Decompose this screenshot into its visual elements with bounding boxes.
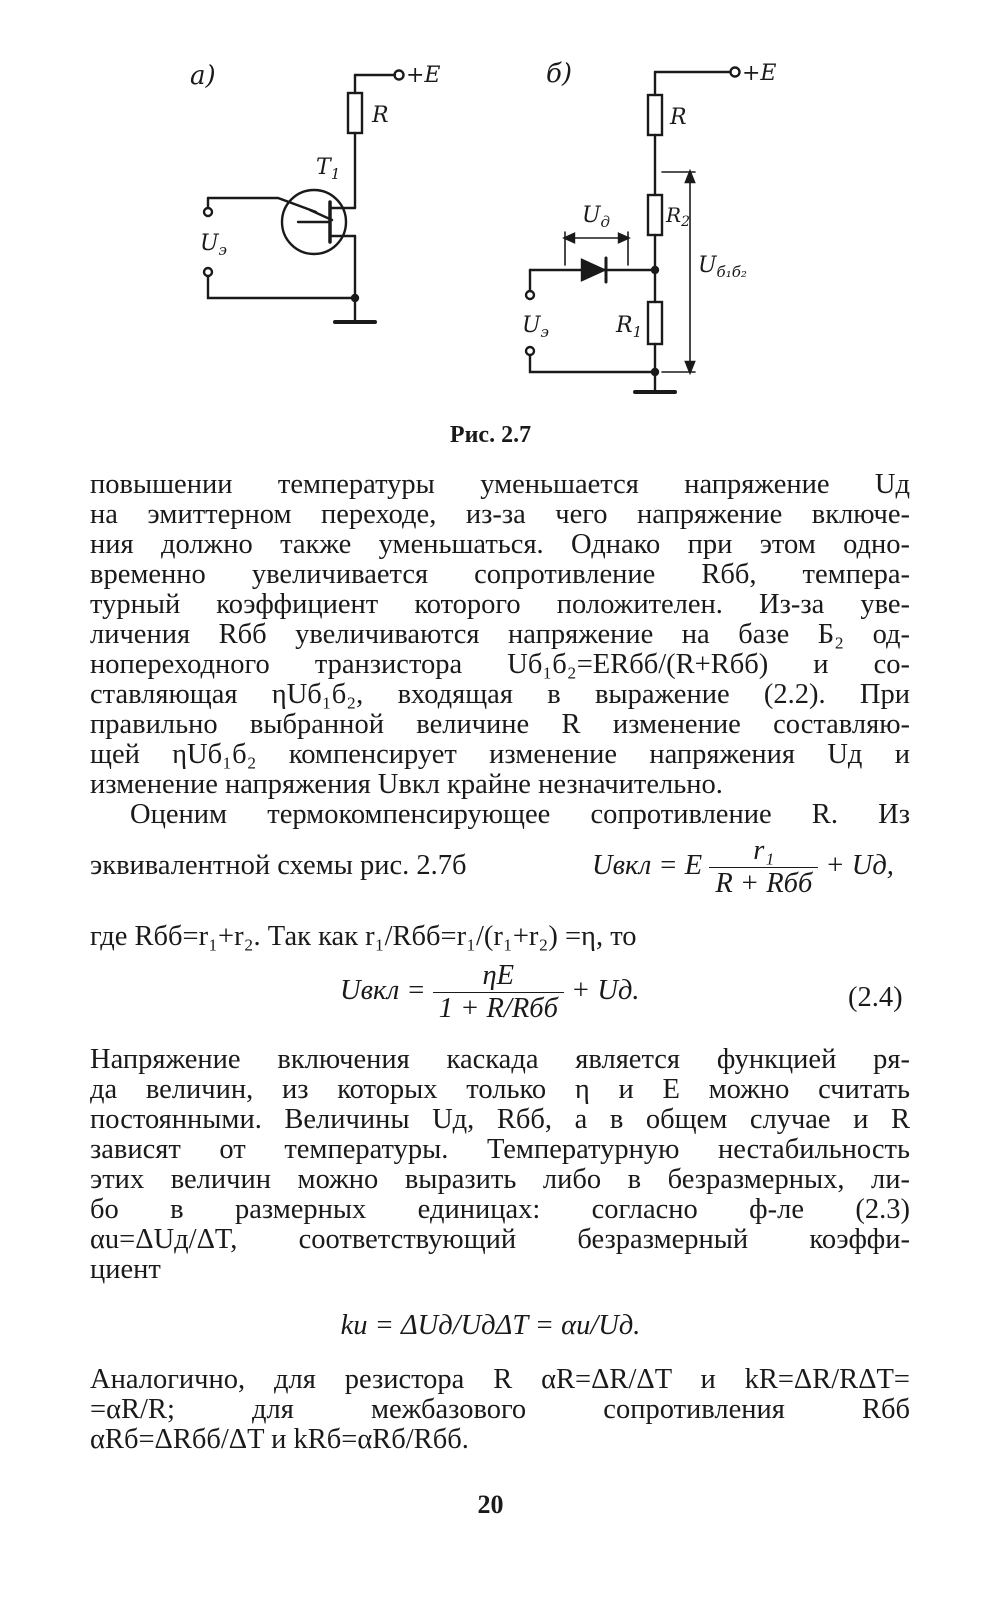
panel-b-base-voltage-label: $U_{б_1б_2}$ bbox=[698, 253, 747, 281]
text-line: да величин, из которых только η и E можно считать bbox=[90, 1074, 910, 1105]
text-line: личения Rбб увеличиваются напряжение на базе Б₂ од- bbox=[90, 619, 910, 650]
text-line: Аналогично, для резистора R αR=ΔR/ΔT и kR=ΔR/RΔT= bbox=[90, 1364, 910, 1395]
text-line: правильно выбранной величине R изменение составляю- bbox=[90, 709, 910, 740]
text-line: циент bbox=[90, 1254, 161, 1285]
text-line: Напряжение включения каскада является функцией ря- bbox=[90, 1044, 910, 1075]
formula-2-denominator: 1 + R/Rбб bbox=[438, 993, 558, 1024]
text-line: зависят от температуры. Температурную нестабильность bbox=[90, 1134, 910, 1165]
panel-b-resistor1-label: $R_1$ bbox=[616, 313, 643, 341]
circuit-figure bbox=[150, 40, 790, 410]
formula-2-lhs: Uвкл = bbox=[340, 975, 426, 1007]
formula-1-rhs: + Uд, bbox=[825, 850, 894, 882]
text-line: Оценим термокомпенсирующее сопротивление R. Из bbox=[130, 799, 910, 830]
text-line: эквивалентной схемы рис. 2.7б bbox=[90, 850, 467, 881]
text-line: временно увеличивается сопротивление Rбб, темпера- bbox=[90, 559, 910, 590]
text-line: нопереходного транзистора Uб₁б₂=ERбб/(R+Rбб) и со- bbox=[90, 649, 910, 680]
text-line: ставляющая ηUб₁б₂, входящая в выражение (2.2). При bbox=[90, 679, 910, 710]
text-line: где Rбб=r₁+r₂. Так как r₁/Rбб=r₁/(r₁+r₂) =η, то bbox=[90, 921, 637, 952]
panel-b-resistor2-label: $R_2$ bbox=[666, 203, 690, 230]
text-line: этих величин можно выразить либо в безразмерных, ли- bbox=[90, 1164, 910, 1195]
formula-2-fraction bbox=[433, 960, 564, 1025]
text-line: =αR/R; для межбазового сопротивления Rбб bbox=[90, 1394, 910, 1425]
text-line: повышении температуры уменьшается напряжение Uд bbox=[90, 469, 910, 500]
formula-2-numerator: ηE bbox=[433, 960, 564, 993]
formula-2-4 bbox=[340, 960, 640, 1025]
formula-1 bbox=[592, 835, 894, 900]
panel-b-circuit bbox=[526, 68, 740, 393]
equivalent-circuit-line bbox=[90, 850, 467, 882]
text-line: на эмиттерном переходе, из-за чего напряжение включе- bbox=[90, 499, 910, 530]
panel-b-input-label: $U_э$ bbox=[522, 313, 549, 341]
panel-b-resistor-label: R bbox=[670, 105, 687, 130]
text-line: αu=ΔUд/ΔT, соответствующий безразмерный коэффи- bbox=[90, 1224, 910, 1255]
panel-a-supply-label: +E bbox=[406, 63, 441, 88]
text-line: изменение напряжения Uвкл крайне незначительно. bbox=[90, 769, 723, 800]
text-line: ния должно также уменьшаться. Однако при этом одно- bbox=[90, 529, 910, 560]
panel-b-label: б) bbox=[546, 59, 573, 89]
text-line: бо в размерных единицах: согласно ф-ле (2.3) bbox=[90, 1194, 910, 1225]
formula-3-text: ku = ΔUд/UдΔT = αu/Uд. bbox=[340, 1310, 641, 1341]
panel-a-resistor-label: R bbox=[372, 103, 389, 128]
paragraph-4 bbox=[90, 1365, 910, 1455]
panel-a-input-label: $U_э$ bbox=[200, 231, 227, 259]
paragraph-3 bbox=[90, 1045, 910, 1285]
figure-caption: Рис. 2.7 bbox=[449, 422, 532, 448]
panel-b-diode-voltage-label: $U_д$ bbox=[582, 203, 611, 231]
formula-2-rhs: + Uд. bbox=[571, 975, 640, 1007]
formula-1-lhs: Uвкл = E bbox=[592, 850, 703, 882]
text-line: щей ηUб₁б₂ компенсирует изменение напряжения Uд и bbox=[90, 739, 910, 770]
formula-3 bbox=[0, 1310, 981, 1342]
paragraph-1 bbox=[90, 470, 910, 830]
text-line: постоянными. Величины Uд, Rбб, а в общем случае и R bbox=[90, 1104, 910, 1135]
formula-1-fraction bbox=[709, 835, 818, 900]
text-line: αRб=ΔRбб/ΔT и kRб=αRб/Rбб. bbox=[90, 1424, 469, 1455]
panel-b-supply-label: +E bbox=[742, 61, 777, 86]
page-number: 20 bbox=[477, 1490, 504, 1519]
paragraph-2-end bbox=[90, 922, 910, 952]
equation-number: (2.4) bbox=[848, 982, 903, 1013]
panel-a-transistor-label: $T_1$ bbox=[316, 155, 341, 183]
formula-1-denominator: R + Rбб bbox=[715, 868, 813, 899]
text-line: турный коэффициент которого положителен. Из-за уве- bbox=[90, 589, 910, 620]
panel-a-label: а) bbox=[190, 61, 216, 91]
formula-1-numerator: r₁ bbox=[709, 835, 818, 868]
